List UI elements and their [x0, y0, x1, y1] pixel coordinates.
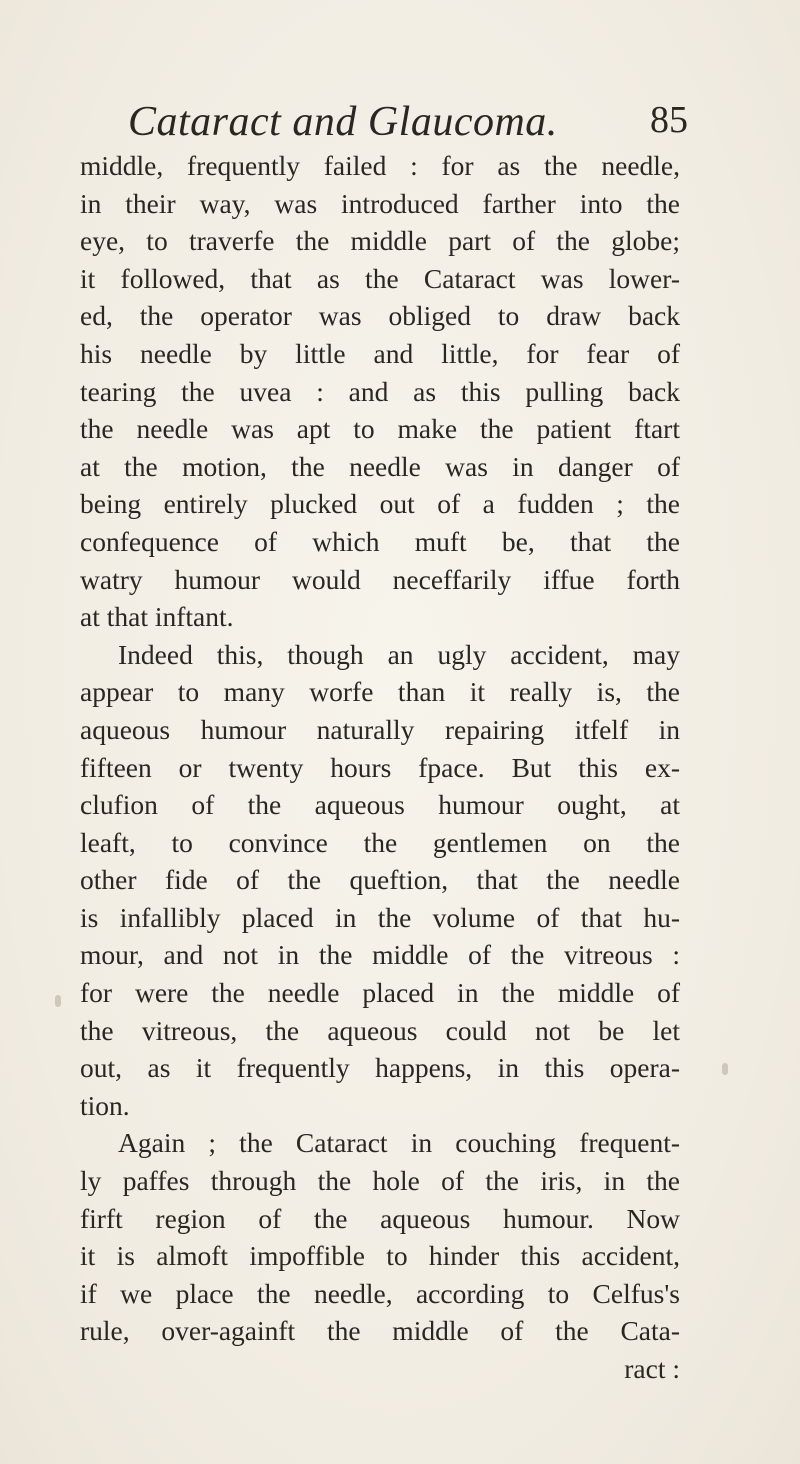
text-line: ly paffes through the hole of the iris, in the [80, 1165, 680, 1197]
text-line: fifteen or twenty hours fpace. But this ex- [80, 751, 680, 783]
text-line: is infallibly placed in the volume of that hu- [80, 901, 680, 933]
text-line: Again ; the Cataract in couching frequent- [118, 1127, 680, 1159]
text-line: clufion of the aqueous humour ought, at [80, 789, 680, 821]
text-line: middle, frequently failed : for as the needle, [80, 150, 680, 181]
text-line: rule, over-againft the middle of the Cata- [80, 1315, 680, 1347]
text-line: leaft, to convince the gentlemen on the [80, 826, 680, 858]
text-line: the vitreous, the aqueous could not be let [80, 1014, 680, 1046]
text-line: confequence of which muft be, that the [80, 525, 680, 557]
text-line: for were the needle placed in the middle of [80, 977, 680, 1009]
paper-blemish [55, 995, 61, 1007]
text-line: at the motion, the needle was in danger of [80, 450, 680, 482]
text-line: firft region of the aqueous humour. Now [80, 1202, 680, 1234]
text-line: eye, to traverfe the middle part of the globe; [80, 225, 680, 257]
text-line: his needle by little and little, for fear of [80, 337, 680, 369]
text-line: at that inftant. [80, 601, 234, 633]
page-number: 85 [650, 99, 688, 141]
text-line: if we place the needle, according to Celfus's [80, 1277, 680, 1309]
paper-blemish [722, 1063, 728, 1075]
body-text [80, 147, 680, 1388]
text-line: it followed, that as the Cataract was lower- [80, 262, 680, 294]
text-line: mour, and not in the middle of the vitreous : [80, 939, 680, 971]
text-line: tion. [80, 1089, 130, 1121]
catchword: ract : [624, 1353, 680, 1384]
text-line: out, as it frequently happens, in this opera- [80, 1052, 680, 1084]
text-line: aqueous humour naturally repairing itfelf in [80, 713, 680, 745]
text-line: it is almoft impoffible to hinder this accident, [80, 1240, 680, 1272]
text-line: ed, the operator was obliged to draw back [80, 300, 680, 332]
text-line: appear to many worfe than it really is, the [80, 676, 680, 708]
text-line: the needle was apt to make the patient ftart [80, 413, 680, 445]
text-line: other fide of the queftion, that the needle [80, 864, 680, 896]
text-line: being entirely plucked out of a fudden ; the [80, 488, 680, 520]
running-title: Cataract and Glaucoma. [128, 99, 558, 145]
text-line: in their way, was introduced farther into the [80, 187, 680, 219]
text-line: watry humour would neceffarily iffue forth [80, 563, 680, 595]
text-line: tearing the uvea : and as this pulling back [80, 375, 680, 407]
text-line: Indeed this, though an ugly accident, may [118, 638, 680, 670]
